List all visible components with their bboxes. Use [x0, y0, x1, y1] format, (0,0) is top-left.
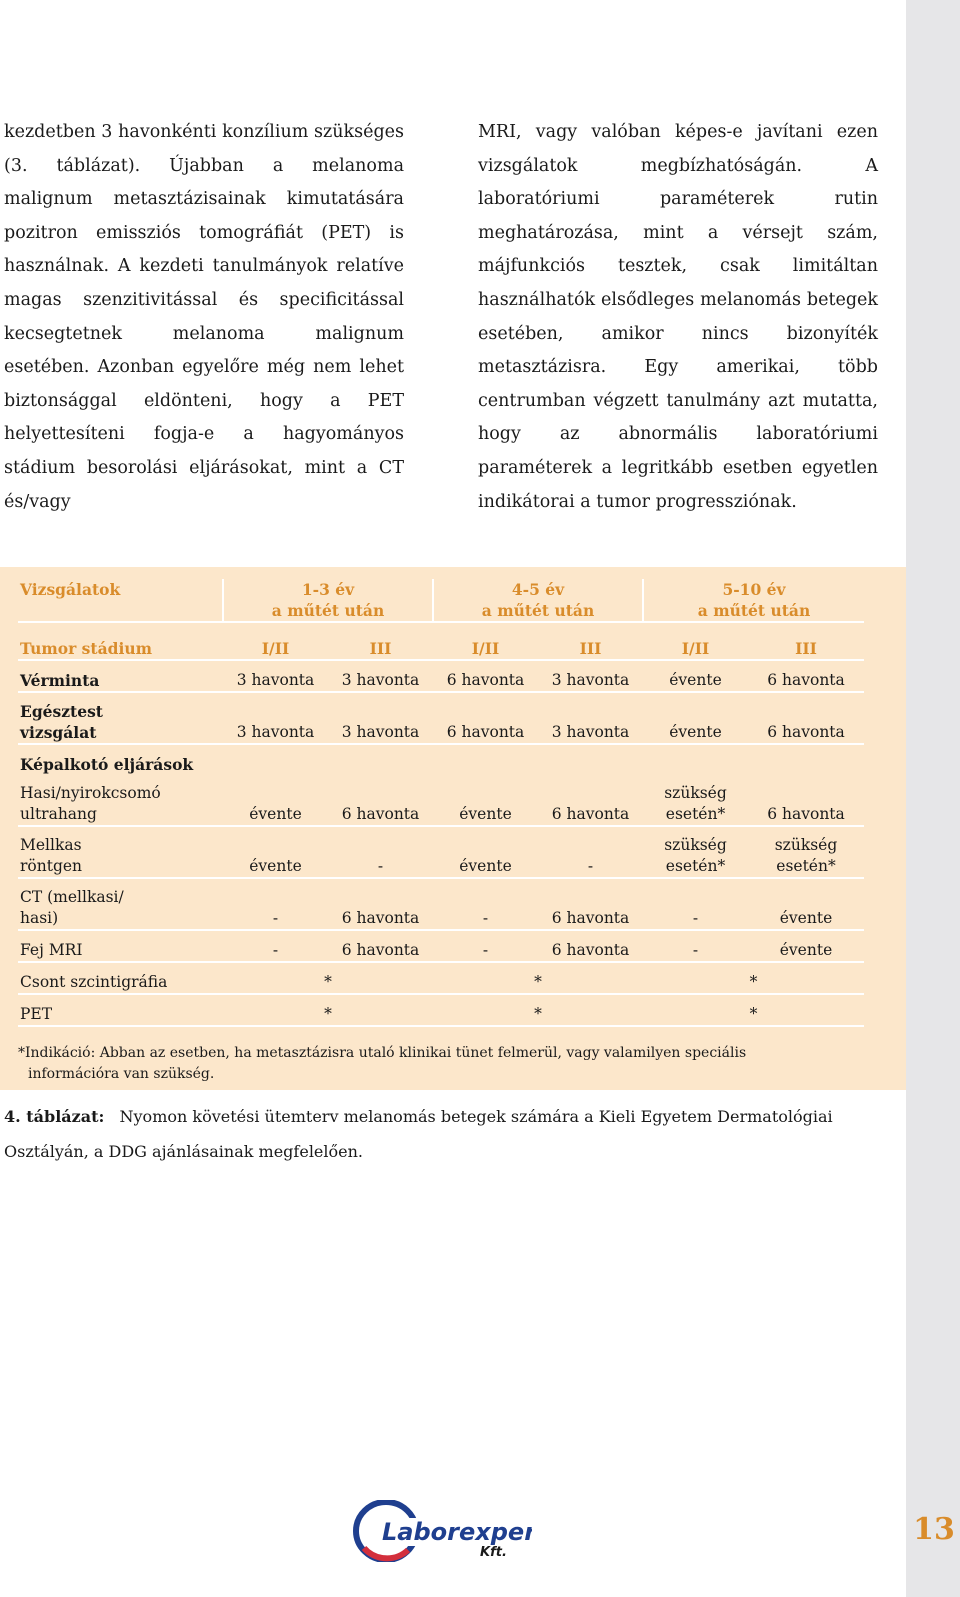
table-cell: - [643, 930, 748, 962]
table-cell: évente [643, 692, 748, 744]
row-label [18, 878, 223, 930]
table-cell: 6 havonta [748, 775, 864, 826]
table-cell: 6 havonta [328, 775, 433, 826]
row-label-line1: Hasi/nyirokcsomó [20, 784, 161, 802]
table-cell: évente [748, 878, 864, 930]
stage-cell: III [538, 622, 643, 660]
table-cell: * [223, 994, 433, 1026]
body-text-right-column [478, 116, 878, 519]
table-cell: * [643, 994, 864, 1026]
group-header-line2: a műtét után [271, 601, 385, 620]
table-row-fejmri [18, 930, 864, 962]
group-header-4-5 [433, 579, 643, 622]
row-label-line2: vizsgálat [20, 723, 97, 742]
table-cell: - [433, 878, 538, 930]
table-cell: 6 havonta [748, 660, 864, 692]
table-cell: - [538, 826, 643, 878]
table-cell: 6 havonta [328, 930, 433, 962]
table-row-verminta [18, 660, 864, 692]
table-row-egesztest [18, 692, 864, 744]
table-cell: 3 havonta [538, 660, 643, 692]
table-cell: 6 havonta [538, 775, 643, 826]
table-cell: 6 havonta [433, 660, 538, 692]
stage-cell: I/II [223, 622, 328, 660]
table-cell: * [433, 962, 643, 994]
table-cell: 6 havonta [748, 692, 864, 744]
table-footnote [18, 1043, 838, 1085]
stage-label: Tumor stádium [18, 622, 223, 660]
stage-cell: I/II [643, 622, 748, 660]
table-caption [4, 1099, 884, 1169]
table-cell: évente [433, 826, 538, 878]
page-number: 13 [913, 1512, 955, 1547]
group-header-5-10 [643, 579, 864, 622]
caption-text-l1: Nyomon követési ütemterv melanomás betegek számára a Kieli Egyetem Dermatológiai [119, 1107, 833, 1126]
group-header-1-3 [223, 579, 433, 622]
logo-graphic [352, 1500, 532, 1562]
table-row-kepalkoto [18, 744, 864, 775]
svg-text:Laborexpert: Laborexpert [382, 1518, 532, 1546]
table-cell: 6 havonta [538, 878, 643, 930]
table-row-mellkas [18, 826, 864, 878]
table-cell [748, 826, 864, 878]
table-cell: * [433, 994, 643, 1026]
table-cell: - [223, 878, 328, 930]
footnote-line2: információra van szükség. [28, 1066, 215, 1082]
row-label [18, 826, 223, 878]
row-label-line1: Egésztest [20, 702, 103, 721]
row-label-line2: hasi) [20, 909, 59, 927]
table-cell: 6 havonta [328, 878, 433, 930]
right-column-paragraph: MRI, vagy valóban képes-e javítani ezen vizsgálatok megbízhatóságán. A laboratóriumi paraméterek rutin meghatározása, mint a vérsejt szám, májfunkciós tesztek, csak limitáltan használhatók elsődleges melanomás betegek esetében, amikor nincs bizonyíték metasztázisra. Egy amerikai, több centrumban végzett tanulmány azt mutatta, hogy az abnormális laboratóriumi paraméterek a legritkább esetben egyetlen indikátorai a tumor progressziónak. [478, 122, 878, 512]
table-cell: * [223, 962, 433, 994]
cell-line1: szükség [664, 784, 727, 802]
cell-line1: szükség [774, 836, 838, 854]
group-header-line1: 4-5 év [511, 580, 565, 599]
caption-label: 4. táblázat: [4, 1107, 105, 1126]
row-label [18, 692, 223, 744]
table-cell: 3 havonta [223, 692, 328, 744]
table-row-ct [18, 878, 864, 930]
caption-text-l2: Osztályán, a DDG ajánlásainak megfelelően. [4, 1142, 364, 1161]
table-cell: 3 havonta [328, 660, 433, 692]
group-header-line1: 5-10 év [722, 580, 786, 599]
stage-cell: III [328, 622, 433, 660]
caption-line1 [4, 1099, 884, 1134]
row-label-line2: röntgen [20, 857, 83, 875]
table-cell: - [643, 878, 748, 930]
table-cell: évente [433, 775, 538, 826]
table-cell [643, 826, 748, 878]
svg-text:Kft.: Kft. [480, 1545, 507, 1560]
table-row-pet [18, 994, 864, 1026]
row-label: PET [18, 994, 223, 1026]
section-label: Képalkotó eljárások [20, 755, 194, 774]
followup-table-panel [0, 567, 906, 1090]
group-header-line2: a műtét után [481, 601, 595, 620]
table-cell: évente [223, 775, 328, 826]
body-text-left-column [4, 116, 404, 519]
group-header-line2: a műtét után [697, 601, 811, 620]
row-label-line2: ultrahang [20, 805, 97, 823]
table-cell: - [433, 930, 538, 962]
table-cell: 3 havonta [223, 660, 328, 692]
table-cell: 6 havonta [538, 930, 643, 962]
table-header-row [18, 579, 864, 622]
row-label [18, 775, 223, 826]
table-cell: évente [643, 660, 748, 692]
table-cell: évente [748, 930, 864, 962]
followup-table [18, 579, 864, 1027]
cell-line2: esetén* [665, 805, 726, 823]
row-label: Vérminta [18, 660, 223, 692]
table-cell: 6 havonta [433, 692, 538, 744]
table-cell: - [328, 826, 433, 878]
group-header-line1: 1-3 év [301, 580, 355, 599]
footnote-line1: *Indikáció: Abban az esetben, ha metasztázisra utaló klinikai tünet felmerül, vagy valamilyen speciális [18, 1045, 747, 1061]
row-label: Csont szcintigráfia [18, 962, 223, 994]
row-label-line1: CT (mellkasi/ [20, 888, 124, 906]
laborexpert-logo [352, 1500, 532, 1562]
table-cell: * [643, 962, 864, 994]
table-cell: - [223, 930, 328, 962]
table-row-stage [18, 622, 864, 660]
stage-cell: III [748, 622, 864, 660]
table-cell: 3 havonta [328, 692, 433, 744]
table-cell: évente [223, 826, 328, 878]
row-label: Fej MRI [18, 930, 223, 962]
stage-cell: I/II [433, 622, 538, 660]
cell-line2: esetén* [776, 857, 836, 875]
table-row-csont [18, 962, 864, 994]
left-column-paragraph: kezdetben 3 havonkénti konzílium szükséges (3. táblázat). Újabban a melanoma malignum metasztázisainak kimutatására pozitron emissziós tomográfiát (PET) is használnak. A kezdeti tanulmányok relatíve magas szenzitivitással és specificitással kecsegtetnek melanoma malignum esetében. Azonban egyelőre még nem lehet biztonsággal eldönteni, hogy a PET helyettesíteni fogja-e a hagyományos stádium besorolási eljárásokat, mint a CT és/vagy [4, 122, 404, 512]
table-row-hasi [18, 775, 864, 826]
row-label-line1: Mellkas [20, 836, 82, 854]
cell-line2: esetén* [665, 857, 726, 875]
table-cell: 3 havonta [538, 692, 643, 744]
cell-line1: szükség [664, 836, 727, 854]
corner-label: Vizsgálatok [18, 579, 223, 622]
table-cell [643, 775, 748, 826]
right-margin-bar [906, 0, 960, 1597]
